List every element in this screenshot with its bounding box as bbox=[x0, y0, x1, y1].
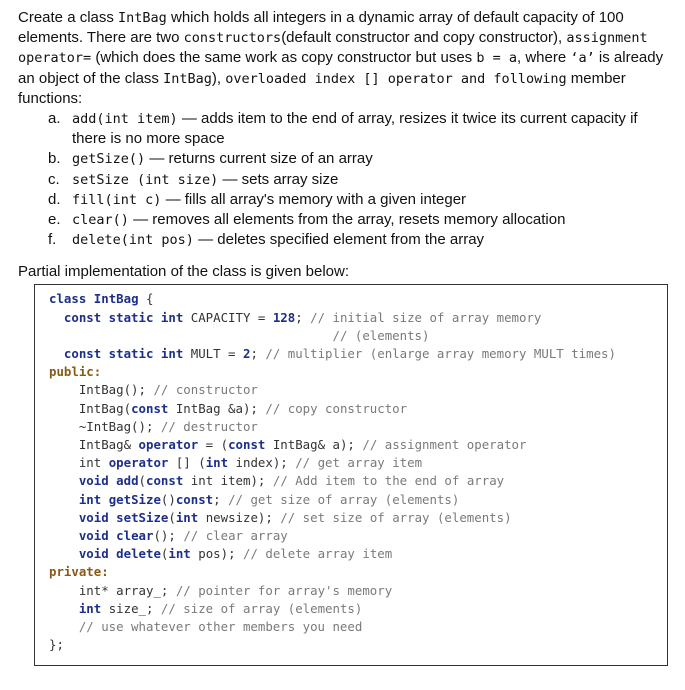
code-text: ; bbox=[213, 491, 229, 507]
code-comment: // get size of array (elements) bbox=[228, 491, 460, 507]
code-text: pos); bbox=[190, 546, 243, 562]
code-text: IntBag &a); bbox=[168, 400, 266, 416]
code-comment: // Add item to the end of array bbox=[272, 473, 505, 489]
code-text: int* array_; bbox=[78, 582, 176, 598]
code-keyword: void bbox=[78, 473, 109, 489]
function-signature: add(int item) bbox=[72, 111, 178, 128]
function-description: — fills all array's memory with a given integer bbox=[161, 190, 467, 208]
code-text: ; bbox=[295, 309, 311, 325]
intro-paragraph bbox=[18, 8, 670, 109]
code-text: IntBag(); bbox=[78, 382, 154, 398]
intro-text: which holds all integers in a dynamic array of default capacity of 100 elements. There are two bbox=[18, 9, 624, 47]
code-number: 2 bbox=[242, 346, 251, 362]
code-function-name: clear bbox=[116, 528, 154, 544]
code-text: index); bbox=[228, 455, 296, 471]
code-text: ~IntBag(); bbox=[78, 418, 161, 434]
code-text: ( bbox=[168, 509, 176, 525]
code-comment: // get array item bbox=[295, 455, 423, 471]
list-item bbox=[18, 170, 670, 190]
function-signature: getSize() bbox=[72, 151, 146, 168]
code-keyword: const bbox=[175, 491, 214, 507]
code-keyword: class bbox=[49, 291, 87, 307]
code-text: = ( bbox=[198, 437, 229, 453]
code-keyword: operator bbox=[108, 455, 169, 471]
function-signature: fill(int c) bbox=[72, 191, 162, 208]
function-description: — deletes specified element from the array bbox=[193, 231, 485, 249]
intro-text: (default constructor and copy constructor), bbox=[281, 29, 567, 47]
code-text: int bbox=[78, 455, 109, 471]
code-text: ( bbox=[138, 473, 147, 489]
code-text: CAPACITY = bbox=[183, 309, 273, 325]
code-text bbox=[101, 492, 108, 507]
code-keyword: const bbox=[228, 437, 266, 453]
code-keyword: const static int bbox=[63, 309, 184, 325]
class-name: IntBag bbox=[118, 10, 167, 26]
code-function-name: add bbox=[116, 473, 139, 489]
function-description: — sets array size bbox=[218, 170, 339, 188]
list-marker: a. bbox=[48, 110, 61, 128]
assignment-operator-term: assignment operator= bbox=[18, 30, 648, 67]
code-text: newsize); bbox=[198, 509, 281, 525]
code-number: 128 bbox=[272, 309, 296, 325]
code-text: int item); bbox=[183, 473, 273, 489]
code-comment: // assignment operator bbox=[362, 437, 527, 453]
list-marker: d. bbox=[48, 190, 61, 208]
class-name: IntBag bbox=[163, 70, 212, 87]
code-comment: // use whatever other members you need bbox=[78, 619, 363, 635]
function-list bbox=[18, 109, 670, 250]
list-marker: c. bbox=[48, 170, 60, 188]
function-description: — returns current size of an array bbox=[145, 150, 373, 168]
code-text: IntBag( bbox=[78, 400, 132, 416]
code-text: ; bbox=[250, 346, 266, 362]
list-item bbox=[18, 149, 670, 169]
partial-implementation-heading: Partial implementation of the class is given below: bbox=[18, 263, 349, 281]
code-comment: // delete array item bbox=[243, 546, 393, 562]
code-function-name: delete bbox=[116, 546, 161, 562]
intro-text: ), bbox=[211, 69, 226, 87]
list-item bbox=[18, 230, 670, 250]
code-comment: // destructor bbox=[160, 418, 258, 434]
code-text: }; bbox=[49, 637, 64, 653]
function-signature: setSize (int size) bbox=[72, 171, 219, 188]
code-function-name: getSize bbox=[108, 491, 161, 507]
function-signature: delete(int pos) bbox=[72, 232, 194, 249]
code-keyword: const static int bbox=[63, 346, 184, 362]
function-description: — removes all elements from the array, resets memory allocation bbox=[128, 211, 566, 229]
code-text: () bbox=[160, 491, 176, 507]
code-keyword: void bbox=[78, 528, 109, 544]
overloaded-operator-term: overloaded index [] operator and following bbox=[225, 70, 567, 87]
intro-text: is already an object of the class bbox=[18, 49, 664, 87]
code-comment: // (elements) bbox=[332, 327, 430, 343]
code-comment: // size of array (elements) bbox=[160, 600, 363, 616]
code-keyword: void bbox=[78, 509, 109, 525]
list-marker: f. bbox=[48, 231, 57, 249]
constructors-term: constructors bbox=[183, 30, 282, 47]
assignment-document bbox=[18, 8, 670, 666]
list-marker: b. bbox=[48, 150, 61, 168]
code-comment: // multiplier (enlarge array memory MULT times) bbox=[265, 346, 616, 362]
intro-text: member functions: bbox=[18, 69, 626, 107]
function-signature: clear() bbox=[72, 212, 129, 229]
code-keyword: const bbox=[131, 400, 169, 416]
list-item bbox=[18, 109, 670, 149]
code-text: [] ( bbox=[168, 455, 206, 471]
code-text: size_; bbox=[101, 600, 161, 616]
code-text: IntBag& bbox=[78, 437, 139, 453]
list-item bbox=[18, 210, 670, 230]
code-text: MULT = bbox=[183, 346, 243, 362]
code-keyword: int bbox=[175, 509, 199, 525]
code-comment: // set size of array (elements) bbox=[280, 509, 512, 525]
code-class-name: IntBag bbox=[93, 291, 139, 307]
code-comment: // clear array bbox=[183, 528, 288, 544]
code-keyword: int bbox=[78, 600, 102, 616]
list-marker: e. bbox=[48, 211, 61, 229]
code-listing bbox=[49, 290, 667, 654]
code-keyword: int bbox=[168, 546, 191, 562]
intro-text: Create a class bbox=[18, 9, 119, 26]
code-keyword: operator bbox=[138, 437, 199, 453]
code-keyword: const bbox=[146, 473, 184, 489]
code-text: { bbox=[138, 291, 154, 307]
intro-text: (which does the same work as copy constructor but uses bbox=[91, 49, 477, 67]
code-comment: // copy constructor bbox=[265, 400, 408, 416]
list-item bbox=[18, 190, 670, 210]
code-text: IntBag& a); bbox=[265, 437, 363, 453]
code-comment: // initial size of array memory bbox=[310, 309, 542, 325]
code-block bbox=[34, 284, 668, 666]
code-keyword: int bbox=[78, 491, 102, 507]
a-quote: ‘a’ bbox=[570, 50, 595, 67]
code-keyword: int bbox=[205, 455, 229, 471]
intro-text: , where bbox=[516, 49, 571, 67]
code-access-specifier: private: bbox=[49, 564, 109, 580]
code-text: ( bbox=[160, 546, 169, 562]
code-comment: // pointer for array's memory bbox=[175, 582, 393, 598]
assign-expression: b = a bbox=[476, 50, 517, 67]
code-keyword: void bbox=[78, 546, 109, 562]
code-text: (); bbox=[153, 528, 184, 544]
function-description: — adds item to the end of array, resizes it twice its current capacity if there is no more space bbox=[72, 110, 638, 148]
code-comment: // constructor bbox=[153, 382, 258, 398]
code-access-specifier: public: bbox=[49, 364, 102, 380]
code-function-name: setSize bbox=[116, 509, 169, 525]
